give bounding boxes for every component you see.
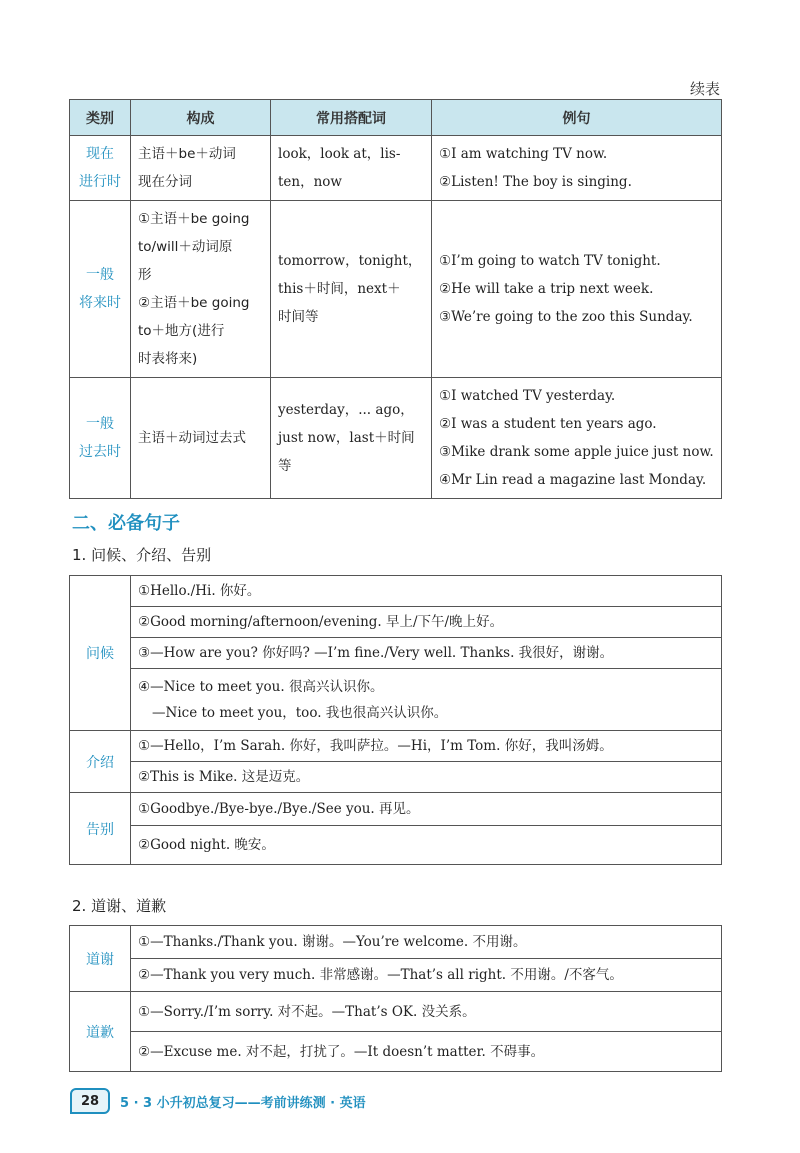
collocation-line: 等: [278, 458, 292, 474]
sentence-text: ②—Thank you very much. 非常感谢。—That’s all right. 不用谢。/不客气。: [138, 967, 623, 983]
sentence-text: ①—Thanks./Thank you. 谢谢。—You’re welcome. 不用谢。: [138, 934, 527, 950]
formation-line: ①主语＋be going: [138, 211, 250, 227]
example-sentence: ③We’re going to the zoo this Sunday.: [439, 309, 693, 325]
sentence-text: ④—Nice to meet you. 很高兴认识你。: [138, 678, 384, 695]
category-line: 将来时: [79, 295, 121, 311]
formation-line: 现在分词: [138, 174, 192, 190]
table-row: [70, 992, 722, 1032]
category-line: 一般: [86, 267, 114, 283]
subsection-title-thanks-apology: 2. 道谢、道歉: [72, 897, 167, 915]
category-line: 现在: [86, 146, 114, 162]
collocations-cell: [271, 378, 432, 499]
examples-cell: [432, 378, 722, 499]
formation-line: ②主语＋be going: [138, 295, 250, 311]
collocation-line: yesterday，... ago，: [278, 402, 414, 418]
collocation-line: tomorrow，tonight，: [278, 253, 422, 269]
sentence-text: ①—Hello，I’m Sarah. 你好，我叫萨拉。—Hi，I’m Tom. 你好，我叫汤姆。: [138, 738, 613, 754]
sentence-cell: [131, 607, 722, 638]
sentence-cell: [131, 959, 722, 992]
sentence-text: ②Good morning/afternoon/evening. 早上/下午/晚上好。: [138, 614, 504, 630]
sentence-text: ②—Excuse me. 对不起，打扰了。—It doesn’t matter. 不碍事。: [138, 1043, 545, 1060]
section-title: 二、必备句子: [72, 513, 180, 534]
formation-line: to＋地方(进行: [138, 323, 225, 339]
sentence-text: —Nice to meet you，too. 我也很高兴认识你。: [152, 704, 448, 721]
table-row: [70, 378, 722, 499]
examples-cell: [432, 201, 722, 378]
table-row: [70, 826, 722, 865]
example-sentence: ①I watched TV yesterday.: [439, 388, 616, 404]
collocation-line: ten，now: [278, 174, 342, 190]
formation-cell: [131, 201, 271, 378]
sentence-cell: [131, 731, 722, 762]
formation-line: 主语＋动词过去式: [138, 430, 246, 446]
table-row: [70, 576, 722, 607]
example-sentence: ③Mike drank some apple juice just now.: [439, 444, 714, 460]
category-cell: [70, 201, 131, 378]
table-row: [70, 669, 722, 731]
collocation-line: this＋时间，next＋: [278, 281, 401, 297]
collocation-line: just now，last＋时间: [278, 430, 415, 446]
sentence-cell: [131, 669, 722, 731]
header-formation: 构成: [131, 100, 271, 136]
table-row: [70, 793, 722, 826]
example-sentence: ②I was a student ten years ago.: [439, 416, 657, 432]
sentence-text: ①—Sorry./I’m sorry. 对不起。—That’s OK. 没关系。: [138, 1003, 476, 1020]
example-sentence: ①I’m going to watch TV tonight.: [439, 253, 661, 269]
formation-line: 形: [138, 267, 152, 283]
sentence-cell: [131, 826, 722, 865]
sentence-text: ②This is Mike. 这是迈克。: [138, 769, 310, 785]
category-cell: 告别: [70, 793, 131, 865]
thanks-apology-table: [69, 925, 722, 1072]
formation-line: 主语＋be＋动词: [138, 146, 236, 162]
sentence-cell: [131, 576, 722, 607]
category-cell: 介绍: [70, 731, 131, 793]
tense-table: [69, 99, 722, 499]
category-line: 一般: [86, 416, 114, 432]
table-row: [70, 731, 722, 762]
header-category: 类别: [70, 100, 131, 136]
tense-table-header: [70, 100, 722, 136]
category-cell: [70, 378, 131, 499]
formation-line: 时表将来): [138, 351, 198, 367]
formation-cell: [131, 378, 271, 499]
table-row: [70, 926, 722, 959]
category-line: 进行时: [79, 174, 121, 190]
example-sentence: ④Mr Lin read a magazine last Monday.: [439, 472, 707, 488]
collocation-line: 时间等: [278, 309, 319, 325]
sentence-text: ②Good night. 晚安。: [138, 837, 275, 853]
table-row: [70, 201, 722, 378]
formation-line: to/will＋动词原: [138, 239, 233, 255]
sentence-cell: [131, 793, 722, 826]
sentence-text: ③—How are you? 你好吗? —I’m fine./Very well. Thanks. 我很好，谢谢。: [138, 645, 614, 661]
table-row: [70, 607, 722, 638]
category-cell: 道歉: [70, 992, 131, 1072]
collocations-cell: [271, 201, 432, 378]
book-title: 5 · 3 小升初总复习——考前讲练测 · 英语: [120, 1095, 366, 1111]
category-cell: 道谢: [70, 926, 131, 992]
header-examples: 例句: [432, 100, 722, 136]
category-cell: 问候: [70, 576, 131, 731]
greetings-table: [69, 575, 722, 865]
table-row: [70, 959, 722, 992]
table-row: [70, 638, 722, 669]
page-footer: [70, 1088, 366, 1114]
table-row: [70, 136, 722, 201]
formation-cell: [131, 136, 271, 201]
table-row: [70, 1032, 722, 1072]
category-cell: [70, 136, 131, 201]
page-number: 28: [70, 1088, 110, 1114]
header-collocations: 常用搭配词: [271, 100, 432, 136]
examples-cell: [432, 136, 722, 201]
category-line: 过去时: [79, 444, 121, 460]
table-row: [70, 762, 722, 793]
continued-label: 续表: [689, 80, 720, 98]
sentence-cell: [131, 638, 722, 669]
collocations-cell: [271, 136, 432, 201]
example-sentence: ②Listen! The boy is singing.: [439, 174, 632, 190]
collocation-line: look，look at，lis-: [278, 146, 401, 162]
sentence-text: ①Hello./Hi. 你好。: [138, 583, 261, 599]
example-sentence: ①I am watching TV now.: [439, 146, 608, 162]
sentence-cell: [131, 762, 722, 793]
example-sentence: ②He will take a trip next week.: [439, 281, 654, 297]
sentence-cell: [131, 1032, 722, 1072]
subsection-title-greetings: 1. 问候、介绍、告别: [72, 546, 212, 564]
sentence-text: ①Goodbye./Bye-bye./Bye./See you. 再见。: [138, 801, 420, 817]
sentence-cell: [131, 926, 722, 959]
sentence-cell: [131, 992, 722, 1032]
